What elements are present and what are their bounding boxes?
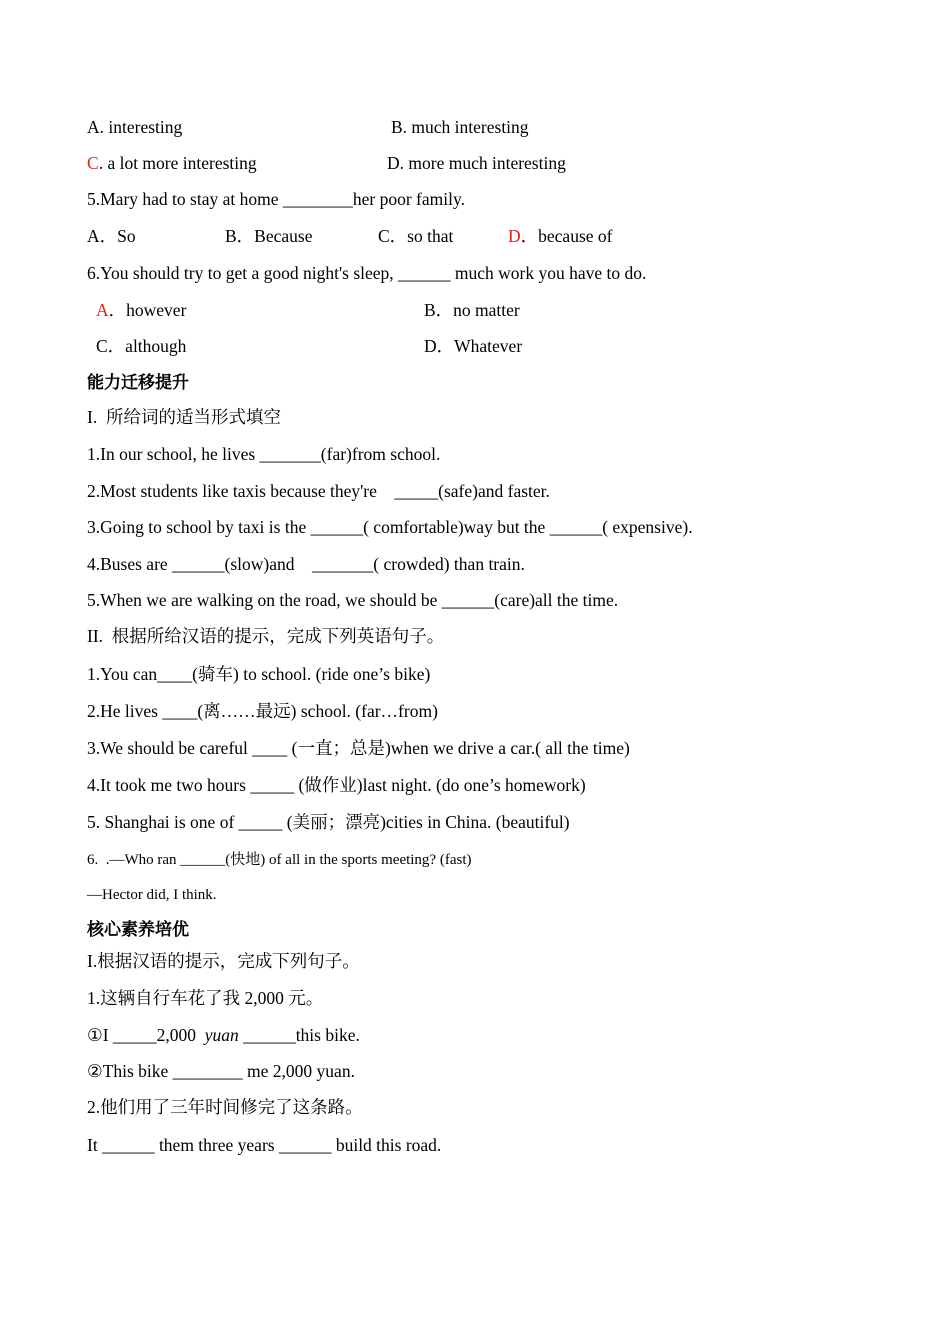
part1-item-3: 3.Going to school by taxi is the ______( comfortable)way but the ______( expensive).	[87, 517, 693, 537]
part2-item-1: 1.You can____(骑车) to school. (ride one’s bike)	[87, 664, 431, 684]
part1-instruction: I. 所给词的适当形式填空	[87, 407, 281, 427]
section3-item-1-chinese: 1.这辆自行车花了我 2,000 元。	[87, 988, 324, 1008]
q5-option-c: C．so that	[378, 226, 454, 246]
q5-option-d	[508, 225, 612, 247]
part1-item-4: 4.Buses are ______(slow)and _______( crowded) than train.	[87, 554, 525, 574]
section3-item-1-sentence-b: ②This bike ________ me 2,000 yuan.	[87, 1061, 355, 1081]
section3-item-2-chinese: 2.他们用了三年时间修完了这条路。	[87, 1097, 363, 1117]
q6-option-b: B．no matter	[424, 300, 520, 320]
q6-stem: 6.You should try to get a good night's sleep, ______ much work you have to do.	[87, 263, 647, 283]
part2-item-6-question: 6. .—Who ran ______(快地) of all in the sports meeting? (fast)	[87, 852, 472, 868]
q4-option-c	[87, 152, 257, 174]
part1-item-5: 5.When we are walking on the road, we should be ______(care)all the time.	[87, 590, 619, 610]
q4-option-b: B. much interesting	[391, 117, 529, 137]
part2-item-2: 2.He lives ____(离……最远) school. (far…from)	[87, 701, 438, 721]
sentence-a-end: ______this bike.	[238, 1025, 360, 1045]
part1-item-1: 1.In our school, he lives _______(far)from school.	[87, 444, 441, 464]
q6-option-a-text: ．however	[108, 300, 187, 320]
part2-instruction: II. 根据所给汉语的提示，完成下列英语句子。	[87, 626, 445, 646]
section-heading-ability: 能力迁移提升	[87, 373, 189, 393]
yuan-word: yuan	[204, 1025, 239, 1045]
q5-option-a: A．So	[87, 226, 136, 246]
part2-item-3: 3.We should be careful ____ (一直；总是)when we drive a car.( all the time)	[87, 738, 630, 758]
q6-option-d: D．Whatever	[424, 336, 523, 356]
sentence-a-start: ①I _____2,000	[87, 1025, 205, 1045]
section3-item-1-sentence-a	[87, 1024, 360, 1046]
q4-option-c-letter: C	[87, 153, 99, 173]
part2-item-4: 4.It took me two hours _____ (做作业)last night. (do one’s homework)	[87, 775, 586, 795]
part2-item-6-answer: —Hector did, I think.	[87, 887, 217, 903]
section-heading-core: 核心素养培优	[87, 920, 189, 940]
q6-option-a-letter: A	[96, 300, 109, 320]
q5-stem: 5.Mary had to stay at home ________her poor family.	[87, 189, 465, 209]
part1-item-2: 2.Most students like taxis because they're _____(safe)and faster.	[87, 481, 550, 501]
section3-instruction: I.根据汉语的提示，完成下列句子。	[87, 951, 360, 971]
q4-option-a: A. interesting	[87, 117, 183, 137]
q5-option-d-text: ．because of	[520, 226, 613, 246]
q6-option-a	[96, 299, 186, 321]
q5-option-b: B．Because	[225, 226, 313, 246]
section3-item-2-sentence: It ______ them three years ______ build this road.	[87, 1135, 442, 1155]
q6-option-c: C．although	[96, 336, 187, 356]
q4-option-d: D. more much interesting	[387, 153, 566, 173]
q4-option-c-text: . a lot more interesting	[98, 153, 257, 173]
q5-option-d-letter: D	[508, 226, 521, 246]
part2-item-5: 5. Shanghai is one of _____ (美丽；漂亮)cities in China. (beautiful)	[87, 812, 570, 832]
